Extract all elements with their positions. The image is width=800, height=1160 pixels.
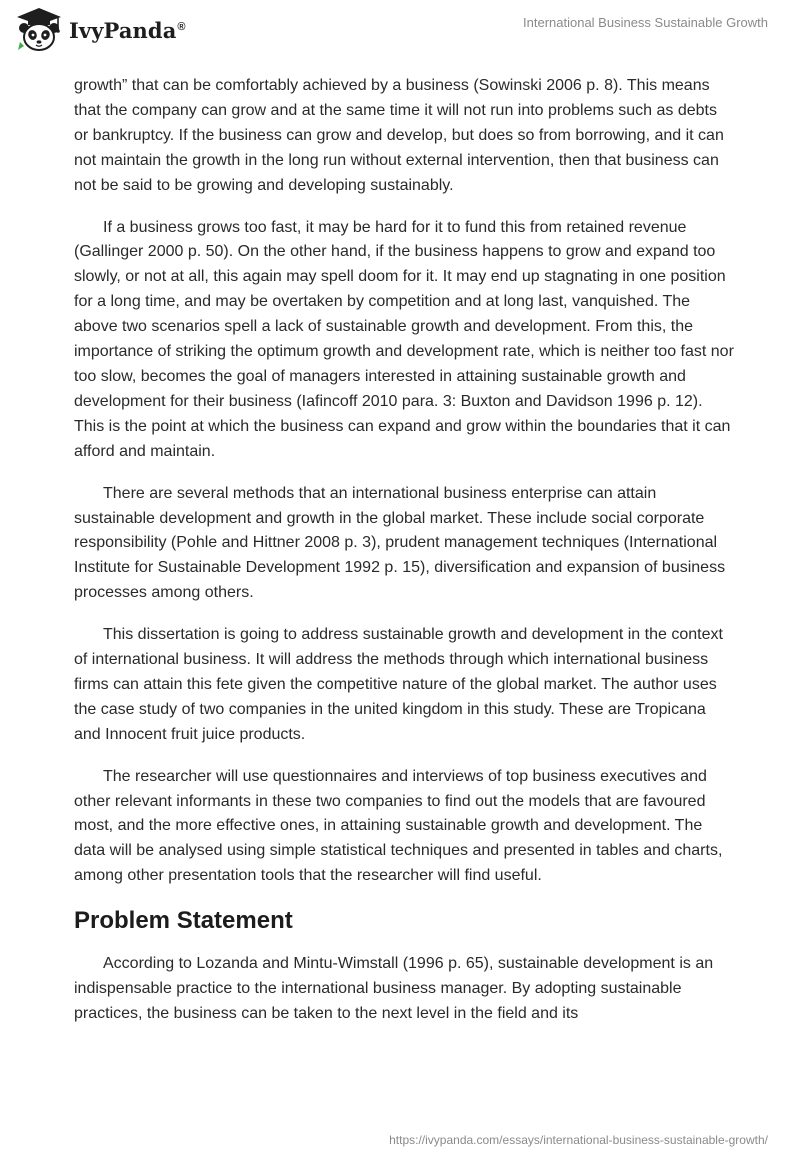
- paragraph: There are several methods that an international business enterprise can attain sustainable development and growth in the global market. These include social corporate responsibility (Pohle and Hittner 2008 p. 3), prudent management techniques (International Institute for Sustainable Development 1992 p. 15), diversification and expansion of business processes among others.: [74, 484, 726, 602]
- paragraph: growth” that can be comfortably achieved by a business (Sowinski 2006 p. 8). This means that the company can grow and at the same time it will not run into problems such as debts or bankruptcy. If the business can grow and develop, but does so from borrowing, and it can not maintain the growth in the long run without external intervention, then that business can not be said to be growing and developing sustainably.: [74, 77, 724, 194]
- panda-graduate-icon: [14, 6, 64, 54]
- paragraph: This dissertation is going to address sustainable growth and development in the context of international business. It will address the methods through which international business firms can attain this fete given the competitive nature of the global market. The author uses the case study of two companies in the united kingdom in this study. These are Tropicana and Innocent fruit juice products.: [74, 626, 723, 743]
- paragraph: If a business grows too fast, it may be hard for it to fund this from retained revenue (Gallinger 2000 p. 50). On the other hand, if the business happens to grow and expand too slowly, or not at all, this again may spell doom for it. It may end up stagnating in one position for a long time, and may be overtaken by competition and at long last, vanquished. The above two scenarios spell a lack of sustainable growth and development. From this, the importance of striking the optimum growth and development rate, which is neither too fast nor too slow, becomes the goal of managers interested in attaining sustainable growth and development for their business (Iafincoff 2010 para. 3: Buxton and Davidson 1996 p. 12). This is the point at which the business can expand and grow within the boundaries that it can afford and maintain.: [74, 218, 734, 460]
- document-title: International Business Sustainable Growth: [523, 15, 768, 30]
- section-heading: Problem Statement: [74, 907, 293, 935]
- brand-logo[interactable]: [14, 6, 186, 54]
- source-url[interactable]: https://ivypanda.com/essays/international-business-sustainable-growth/: [389, 1133, 768, 1147]
- brand-name: IvyPanda®: [69, 17, 186, 43]
- page-header: [0, 0, 800, 60]
- paragraph: The researcher will use questionnaires and interviews of top business executives and other relevant informants in these two companies to find out the models that are favoured most, and the more effective ones, in attaining sustainable growth and development. The data will be analysed using simple statistical techniques and presented in tables and charts, among other presentation tools that the researcher will find useful.: [74, 767, 723, 885]
- essay-body: [74, 74, 734, 1044]
- paragraph: According to Lozanda and Mintu-Wimstall (1996 p. 65), sustainable development is an indispensable practice to the international business manager. By adopting sustainable practices, the business can be taken to the next level in the field and its: [74, 955, 714, 1022]
- registered-mark: ®: [177, 20, 186, 33]
